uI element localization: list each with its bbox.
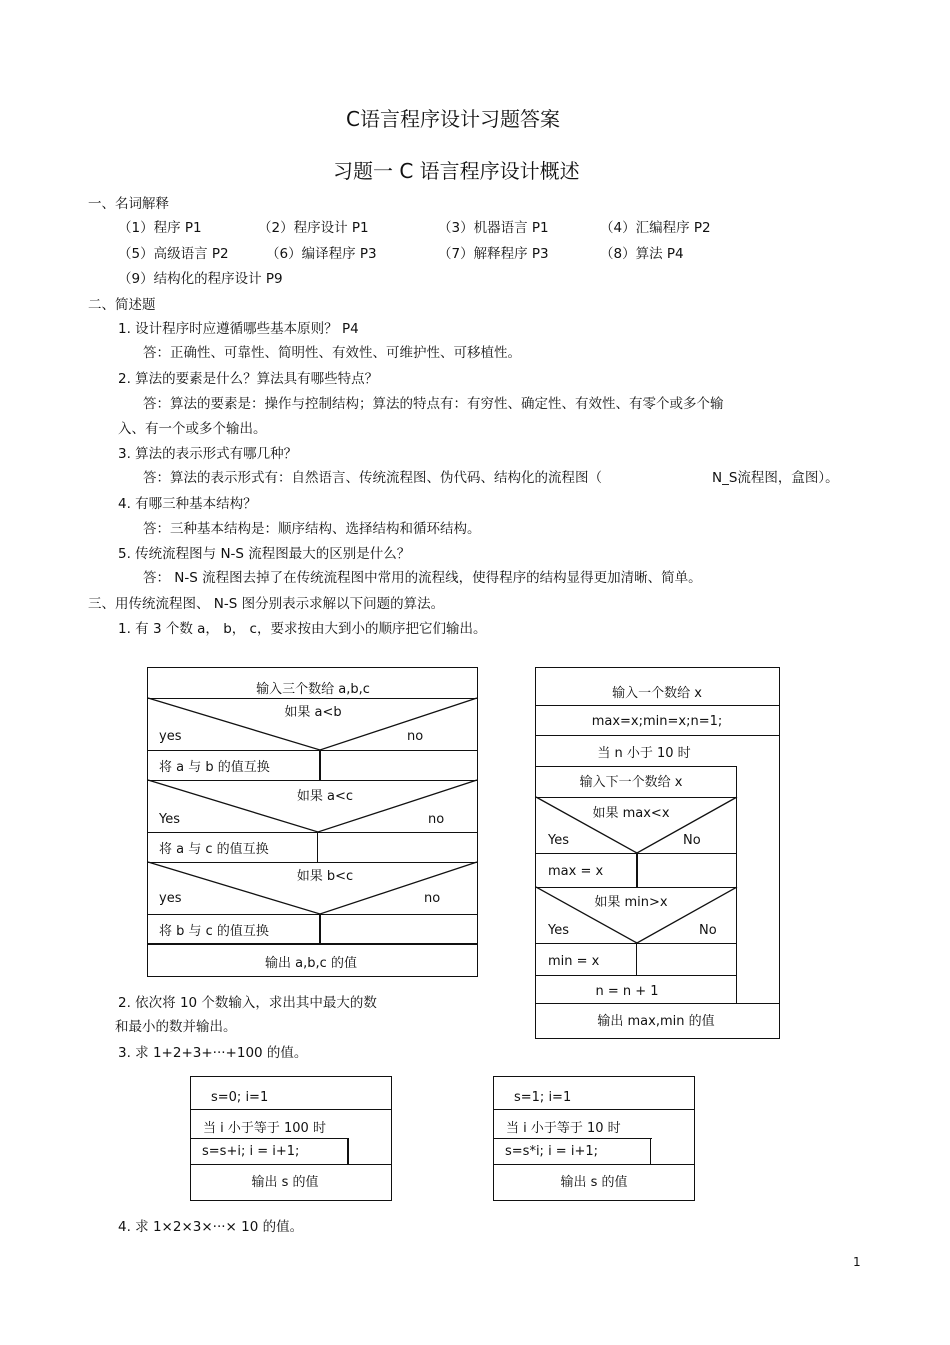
page-number: 1 [853,1255,861,1269]
ns1-no3: no [424,891,441,906]
section2-heading: 二、简述题 [88,297,156,313]
question-4: 4. 有哪三种基本结构？ [118,496,257,512]
ns1-yes3: yes [159,891,182,906]
ns3-output: 输出 s 的值 [251,1175,319,1190]
ns2-cond1: 如果 max<x [592,806,670,821]
term-9: （9）结构化的程序设计 P9 [118,271,283,287]
ns1-no2: no [428,812,445,827]
ns1-cond1: 如果 a<b [284,705,342,720]
question-5: 5. 传统流程图与 N-S 流程图最大的区别是什么？ [118,546,411,562]
ns3-loop: 当 i 小于等于 100 时 [203,1121,326,1136]
answer-1: 答：正确性、可靠性、简明性、有效性、可维护性、可移植性。 [143,345,521,361]
ns-diagram-sort-three [147,667,478,977]
ns1-act3: 将 b 与 c 的值互换 [159,924,269,939]
ns1-cond3: 如果 b<c [296,869,354,884]
ns-diagram-max-min [535,667,780,1039]
ns2-loop: 当 n 小于 10 时 [597,746,691,761]
ns4-output: 输出 s 的值 [560,1175,628,1190]
problem-4: 4. 求 1×2×3×···× 10 的值。 [118,1219,304,1235]
question-2: 2. 算法的要素是什么？算法具有哪些特点？ [118,371,379,387]
ns1-yes2: Yes [159,812,180,827]
problem-2-line2: 和最小的数并输出。 [115,1019,237,1035]
answer-4: 答：三种基本结构是：顺序结构、选择结构和循环结构。 [143,521,481,537]
term-3: （3）机器语言 P1 [438,220,549,236]
ns2-no1: No [683,833,701,848]
ns4-body: s=s*i; i = i+1; [505,1144,598,1159]
answer-2-line2: 入、有一个或多个输出。 [118,421,267,437]
term-5: （5）高级语言 P2 [118,246,229,262]
problem-3: 3. 求 1+2+3+···+100 的值。 [118,1045,308,1061]
ns2-yes1: Yes [548,833,569,848]
ns2-input: 输入一个数给 x [612,686,702,701]
ns2-act2: min = x [548,954,600,969]
ns4-init: s=1; i=1 [514,1090,572,1105]
page-title: C语言程序设计习题答案 [346,107,560,131]
ns2-no2: No [699,923,717,938]
chapter-title: 习题一 C 语言程序设计概述 [333,159,580,183]
answer-5: 答： N-S 流程图去掉了在传统流程图中常用的流程线，使得程序的结构显得更加清晰、简单。 [143,570,702,586]
ns2-inc: n = n + 1 [595,984,659,999]
ns1-yes1: yes [159,729,182,744]
ns2-cond2: 如果 min>x [594,895,668,910]
section1-heading: 一、名词解释 [88,196,169,212]
answer-2-line1: 答：算法的要素是：操作与控制结构；算法的特点有：有穷性、确定性、有效性、有零个或多个输 [143,396,724,412]
ns4-loop: 当 i 小于等于 10 时 [506,1121,621,1136]
ns2-yes2: Yes [548,923,569,938]
problem-2-line1: 2. 依次将 10 个数输入，求出其中最大的数 [118,995,377,1011]
ns1-input: 输入三个数给 a,b,c [256,682,370,697]
ns1-act2: 将 a 与 c 的值互换 [159,842,269,857]
answer-3-part2: N_S流程图，盒图）。 [712,470,839,486]
ns1-output: 输出 a,b,c 的值 [265,956,357,971]
ns1-no1: no [407,729,424,744]
ns2-init: max=x;min=x;n=1; [591,714,723,729]
ns-diagram-product [493,1076,695,1201]
ns2-output: 输出 max,min 的值 [597,1014,715,1029]
term-7: （7）解释程序 P3 [438,246,549,262]
ns3-init: s=0; i=1 [211,1090,269,1105]
term-1: （1）程序 P1 [118,220,202,236]
ns1-cond2: 如果 a<c [296,789,354,804]
ns3-body: s=s+i; i = i+1; [202,1144,300,1159]
ns1-act1: 将 a 与 b 的值互换 [159,760,270,775]
question-3: 3. 算法的表示形式有哪几种？ [118,446,298,462]
ns2-act1: max = x [548,864,604,879]
term-2: （2）程序设计 P1 [258,220,369,236]
term-6: （6）编译程序 P3 [266,246,377,262]
ns2-read: 输入下一个数给 x [579,775,683,790]
answer-3-part1: 答：算法的表示形式有：自然语言、传统流程图、伪代码、结构化的流程图（ [143,470,602,486]
question-1: 1. 设计程序时应遵循哪些基本原则？ P4 [118,321,359,337]
ns-diagram-sum [190,1076,392,1201]
problem-1: 1. 有 3 个数 a， b， c，要求按由大到小的顺序把它们输出。 [118,621,487,637]
term-4: （4）汇编程序 P2 [600,220,711,236]
term-8: （8）算法 P4 [600,246,684,262]
section3-heading: 三、用传统流程图、 N-S 图分别表示求解以下问题的算法。 [88,596,445,612]
